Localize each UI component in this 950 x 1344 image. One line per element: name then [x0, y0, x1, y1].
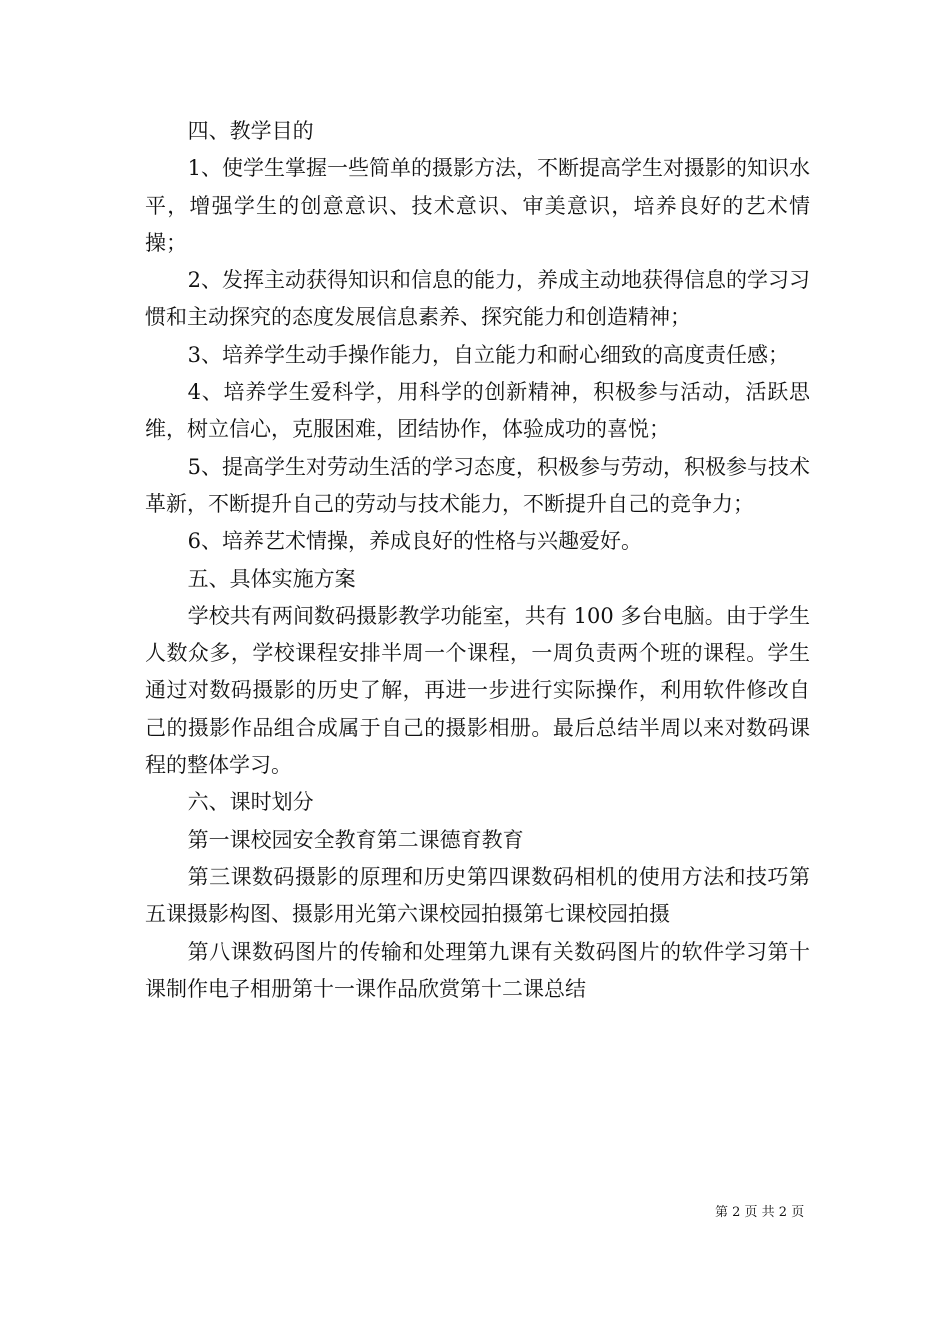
implementation-paragraph: 学校共有两间数码摄影教学功能室，共有 100 多台电脑。由于学生人数众多，学校课程安排半周一个课程，一周负责两个班的课程。学生通过对数码摄影的历史了解，再进一步进行实际操作，利用软件修改自己的摄影作品组合成属于自己的摄影相册。最后总结半周以来对数码课程的整体学习。 — [145, 603, 810, 778]
schedule-paragraph-1: 第一课校园安全教育第二课德育教育 — [187, 827, 524, 852]
section-heading-implementation: 五、具体实施方案 — [187, 566, 356, 591]
section-heading-teaching-goals: 四、教学目的 — [187, 119, 314, 143]
section-heading-schedule: 六、课时划分 — [187, 790, 314, 815]
page-footer: 第 2 页 共 2 页 — [715, 1205, 805, 1220]
goal-paragraph-5: 5、提高学生对劳动生活的学习态度，积极参与劳动，积极参与技术革新，不断提升自己的劳动与技术能力，不断提升自己的竞争力； — [145, 454, 810, 516]
goal-paragraph-4: 4、培养学生爱科学，用科学的创新精神，积极参与活动，活跃思维，树立信心，克服困难，团结协作，体验成功的喜悦； — [145, 380, 810, 442]
goal-paragraph-3: 3、培养学生动手操作能力，自立能力和耐心细致的高度责任感； — [187, 342, 789, 367]
goal-paragraph-2: 2、发挥主动获得知识和信息的能力，养成主动地获得信息的学习习惯和主动探究的态度发展信息素养、探究能力和创造精神； — [145, 268, 810, 330]
document-body — [145, 113, 810, 1008]
goal-paragraph-6: 6、培养艺术情操，养成良好的性格与兴趣爱好。 — [187, 529, 642, 554]
schedule-paragraph-3: 第八课数码图片的传输和处理第九课有关数码图片的软件学习第十课制作电子相册第十一课作品欣赏第十二课总结 — [145, 939, 810, 1001]
schedule-paragraph-2: 第三课数码摄影的原理和历史第四课数码相机的使用方法和技巧第五课摄影构图、摄影用光第六课校园拍摄第七课校园拍摄 — [145, 864, 810, 927]
goal-paragraph-1: 1、使学生掌握一些简单的摄影方法，不断提高学生对摄影的知识水平，增强学生的创意意识、技术意识、审美意识，培养良好的艺术情操； — [145, 156, 810, 255]
